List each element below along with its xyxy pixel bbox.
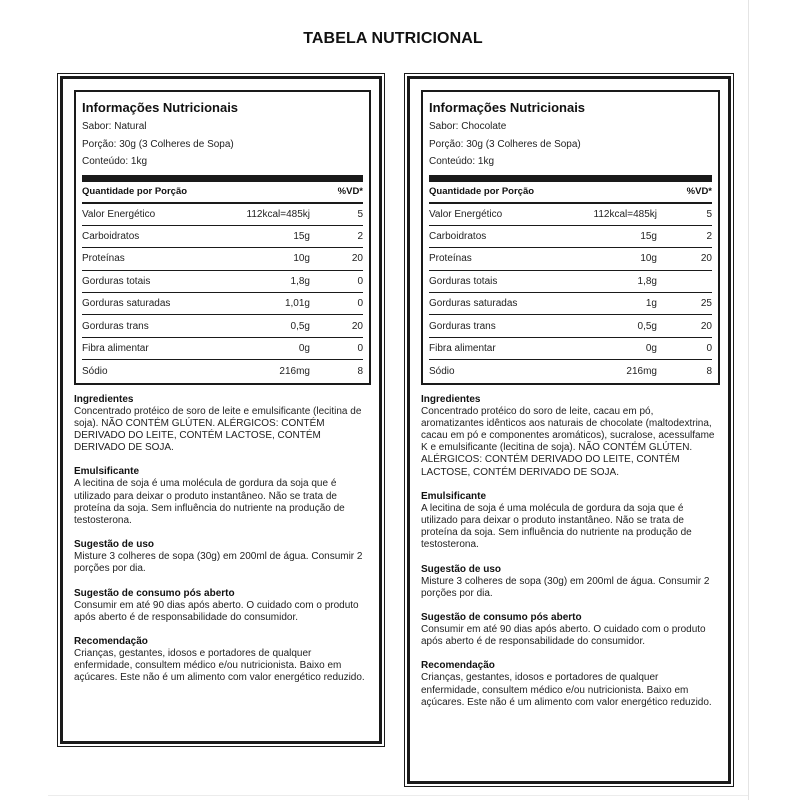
page-edge-divider	[748, 0, 749, 800]
nutrient-name: Gorduras saturadas	[82, 298, 171, 310]
facts-divider	[82, 175, 363, 182]
nutrient-quantity: 1,01g	[284, 298, 310, 310]
nutrient-row	[82, 248, 363, 270]
nutrient-row	[82, 315, 363, 337]
nutrient-vd: 5	[357, 208, 363, 220]
nutrient-name: Fibra alimentar	[429, 343, 496, 355]
nutrient-vd: 2	[357, 231, 363, 243]
nutrient-quantity: 15g	[293, 231, 310, 243]
nutrient-quantity: 0g	[645, 343, 657, 355]
nutrient-row	[82, 271, 363, 293]
nutrient-rows	[429, 204, 712, 383]
product-info	[421, 393, 719, 709]
nutrient-vd: 0	[357, 298, 363, 310]
section-heading: Recomendação	[74, 636, 148, 648]
facts-divider	[429, 175, 712, 182]
nutrient-name: Carboidratos	[429, 231, 487, 243]
section-text: Crianças, gestantes, idosos e portadores de qualquer enfermidade, consultem médico e/ou nutricionista. Baixo em açúcares. Este não é um alimento com valor energético reduzido.	[74, 648, 365, 684]
info-section-emulsifier	[421, 490, 715, 552]
nutrient-row	[429, 293, 712, 315]
section-heading: Sugestão de consumo pós aberto	[421, 612, 582, 624]
nutrition-panel-chocolate	[407, 76, 731, 784]
facts-header-row	[82, 182, 363, 204]
nutrient-row	[429, 226, 712, 248]
nutrient-vd: 20	[700, 253, 712, 265]
nutrient-name: Sódio	[429, 365, 455, 377]
info-section-ingredients	[74, 393, 366, 455]
nutrient-quantity: 1,8g	[637, 275, 657, 287]
flavor-label: Sabor: Natural	[82, 121, 147, 132]
col-header-quantity: Quantidade por Porção	[429, 186, 535, 197]
info-section-usage	[74, 538, 366, 575]
col-header-vd: %VD*	[686, 186, 712, 197]
nutrient-vd: 25	[700, 298, 712, 310]
section-text: Concentrado protéico de soro de leite e emulsificante (lecitina de soja). NÃO CONTÉM GLÚTEN. ALÉRGICOS: CONTÉM DERIVADO DO LEITE, CONTÉM LACTOSE, CONTÉM DERIVADO DE SOJA.	[74, 405, 362, 454]
nutrient-quantity: 112kcal=485kj	[246, 208, 310, 220]
nutrient-name: Sódio	[82, 365, 108, 377]
flavor-label: Sabor: Chocolate	[429, 121, 507, 132]
nutrient-vd: 0	[357, 275, 363, 287]
nutrient-quantity: 1g	[645, 298, 657, 310]
section-text: Crianças, gestantes, idosos e portadores de qualquer enfermidade, consultem médico e/ou nutricionista. Baixo em açúcares. Este não é um alimento com valor energético reduzido.	[421, 672, 712, 708]
section-text: Misture 3 colheres de sopa (30g) em 200ml de água. Consumir 2 porções por dia.	[421, 575, 710, 599]
section-heading: Sugestão de consumo pós aberto	[74, 587, 235, 599]
nutrient-name: Gorduras totais	[429, 275, 498, 287]
nutrient-row	[429, 360, 712, 382]
section-heading: Recomendação	[421, 660, 495, 672]
content-label: Conteúdo: 1kg	[82, 156, 148, 167]
nutrient-vd: 5	[706, 208, 712, 220]
nutrient-row	[82, 338, 363, 360]
nutrient-name: Proteínas	[82, 253, 125, 265]
section-text: Consumir em até 90 dias após aberto. O cuidado com o produto após aberto é de responsabilidade do consumidor.	[74, 599, 359, 623]
section-heading: Emulsificante	[421, 490, 487, 502]
nutrition-facts-box	[74, 90, 371, 385]
nutrient-row	[82, 226, 363, 248]
info-section-ingredients	[421, 393, 715, 479]
nutrient-row	[429, 271, 712, 293]
nutrient-row	[429, 248, 712, 270]
col-header-quantity: Quantidade por Porção	[82, 186, 188, 197]
info-section-emulsifier	[74, 465, 366, 527]
nutrient-vd: 0	[706, 343, 712, 355]
nutrient-vd: 20	[351, 320, 363, 332]
nutrient-quantity: 216mg	[626, 365, 657, 377]
page-bottom-divider	[48, 795, 748, 796]
nutrient-quantity: 10g	[293, 253, 310, 265]
nutrient-quantity: 112kcal=485kj	[593, 208, 657, 220]
nutrient-quantity: 0,5g	[637, 320, 657, 332]
section-heading: Sugestão de uso	[74, 539, 155, 551]
nutrient-quantity: 0,5g	[290, 320, 310, 332]
nutrient-quantity: 216mg	[279, 365, 310, 377]
nutrient-name: Gorduras totais	[82, 275, 151, 287]
nutrient-quantity: 10g	[640, 253, 657, 265]
nutrient-vd: 8	[706, 365, 712, 377]
facts-title: Informações Nutricionais	[82, 100, 239, 115]
nutrient-vd: 2	[706, 231, 712, 243]
info-section-recommendation	[421, 659, 715, 709]
nutrient-name: Gorduras trans	[429, 320, 496, 332]
nutrient-name: Proteínas	[429, 253, 472, 265]
nutrient-row	[429, 315, 712, 337]
nutrient-row	[82, 293, 363, 315]
section-heading: Ingredientes	[74, 393, 134, 405]
nutrition-panel-natural	[60, 76, 382, 744]
content-label: Conteúdo: 1kg	[429, 156, 495, 167]
nutrient-quantity: 0g	[298, 343, 310, 355]
facts-header-row	[429, 182, 712, 204]
nutrient-row	[429, 204, 712, 226]
nutrient-row	[82, 204, 363, 226]
section-text: Consumir em até 90 dias após aberto. O cuidado com o produto após aberto é de responsabilidade do consumidor.	[421, 624, 706, 648]
portion-label: Porção: 30g (3 Colheres de Sopa)	[82, 138, 234, 150]
section-heading: Ingredientes	[421, 393, 481, 405]
info-section-recommendation	[74, 635, 366, 685]
nutrient-name: Carboidratos	[82, 231, 140, 243]
nutrient-name: Valor Energético	[82, 208, 156, 220]
nutrient-quantity: 15g	[640, 231, 657, 243]
nutrient-name: Gorduras saturadas	[429, 298, 518, 310]
nutrient-row	[429, 338, 712, 360]
info-section-after-opening	[421, 611, 715, 648]
nutrient-vd: 0	[357, 343, 363, 355]
portion-label: Porção: 30g (3 Colheres de Sopa)	[429, 138, 581, 150]
section-text: Concentrado protéico do soro de leite, cacau em pó, aromatizantes idênticos aos naturais de chocolate (maltodextrina, cacau em pó e componentes aromáticos), sucralose, acessulfame K e emulsificante (lecitina de soja). NÃO CONTÉM GLÚTEN. ALÉRGICOS: CONTÉM DERIVADO DO LEITE, CONTÉM LACTOSE, CONTÉM DERIVADO DE SOJA.	[421, 405, 715, 478]
facts-title: Informações Nutricionais	[429, 100, 586, 115]
nutrient-vd: 20	[351, 253, 363, 265]
nutrient-vd: 8	[357, 365, 363, 377]
nutrient-rows	[82, 204, 363, 383]
info-section-after-opening	[74, 587, 366, 624]
nutrient-name: Gorduras trans	[82, 320, 149, 332]
product-info	[74, 393, 370, 685]
nutrient-row	[82, 360, 363, 382]
nutrition-facts-box	[421, 90, 720, 385]
section-text: A lecitina de soja é uma molécula de gordura da soja que é utilizado para deixar o produto instantâneo. Não se trata de proteína da soja. Sem influência do nutriente na produção de testosterona.	[74, 478, 345, 527]
nutrient-name: Valor Energético	[429, 208, 503, 220]
section-text: Misture 3 colheres de sopa (30g) em 200ml de água. Consumir 2 porções por dia.	[74, 551, 363, 575]
nutrient-name: Fibra alimentar	[82, 343, 149, 355]
section-text: A lecitina de soja é uma molécula de gordura da soja que é utilizado para deixar o produto instantâneo. Não se trata de proteína da soja. Sem influência do nutriente na produção de testosterona.	[421, 502, 692, 551]
section-heading: Sugestão de uso	[421, 563, 502, 575]
page-title: TABELA NUTRICIONAL	[303, 30, 483, 47]
nutrient-quantity: 1,8g	[290, 275, 310, 287]
section-heading: Emulsificante	[74, 466, 140, 478]
col-header-vd: %VD*	[337, 186, 363, 197]
nutrient-vd: 20	[700, 320, 712, 332]
info-section-usage	[421, 563, 715, 600]
